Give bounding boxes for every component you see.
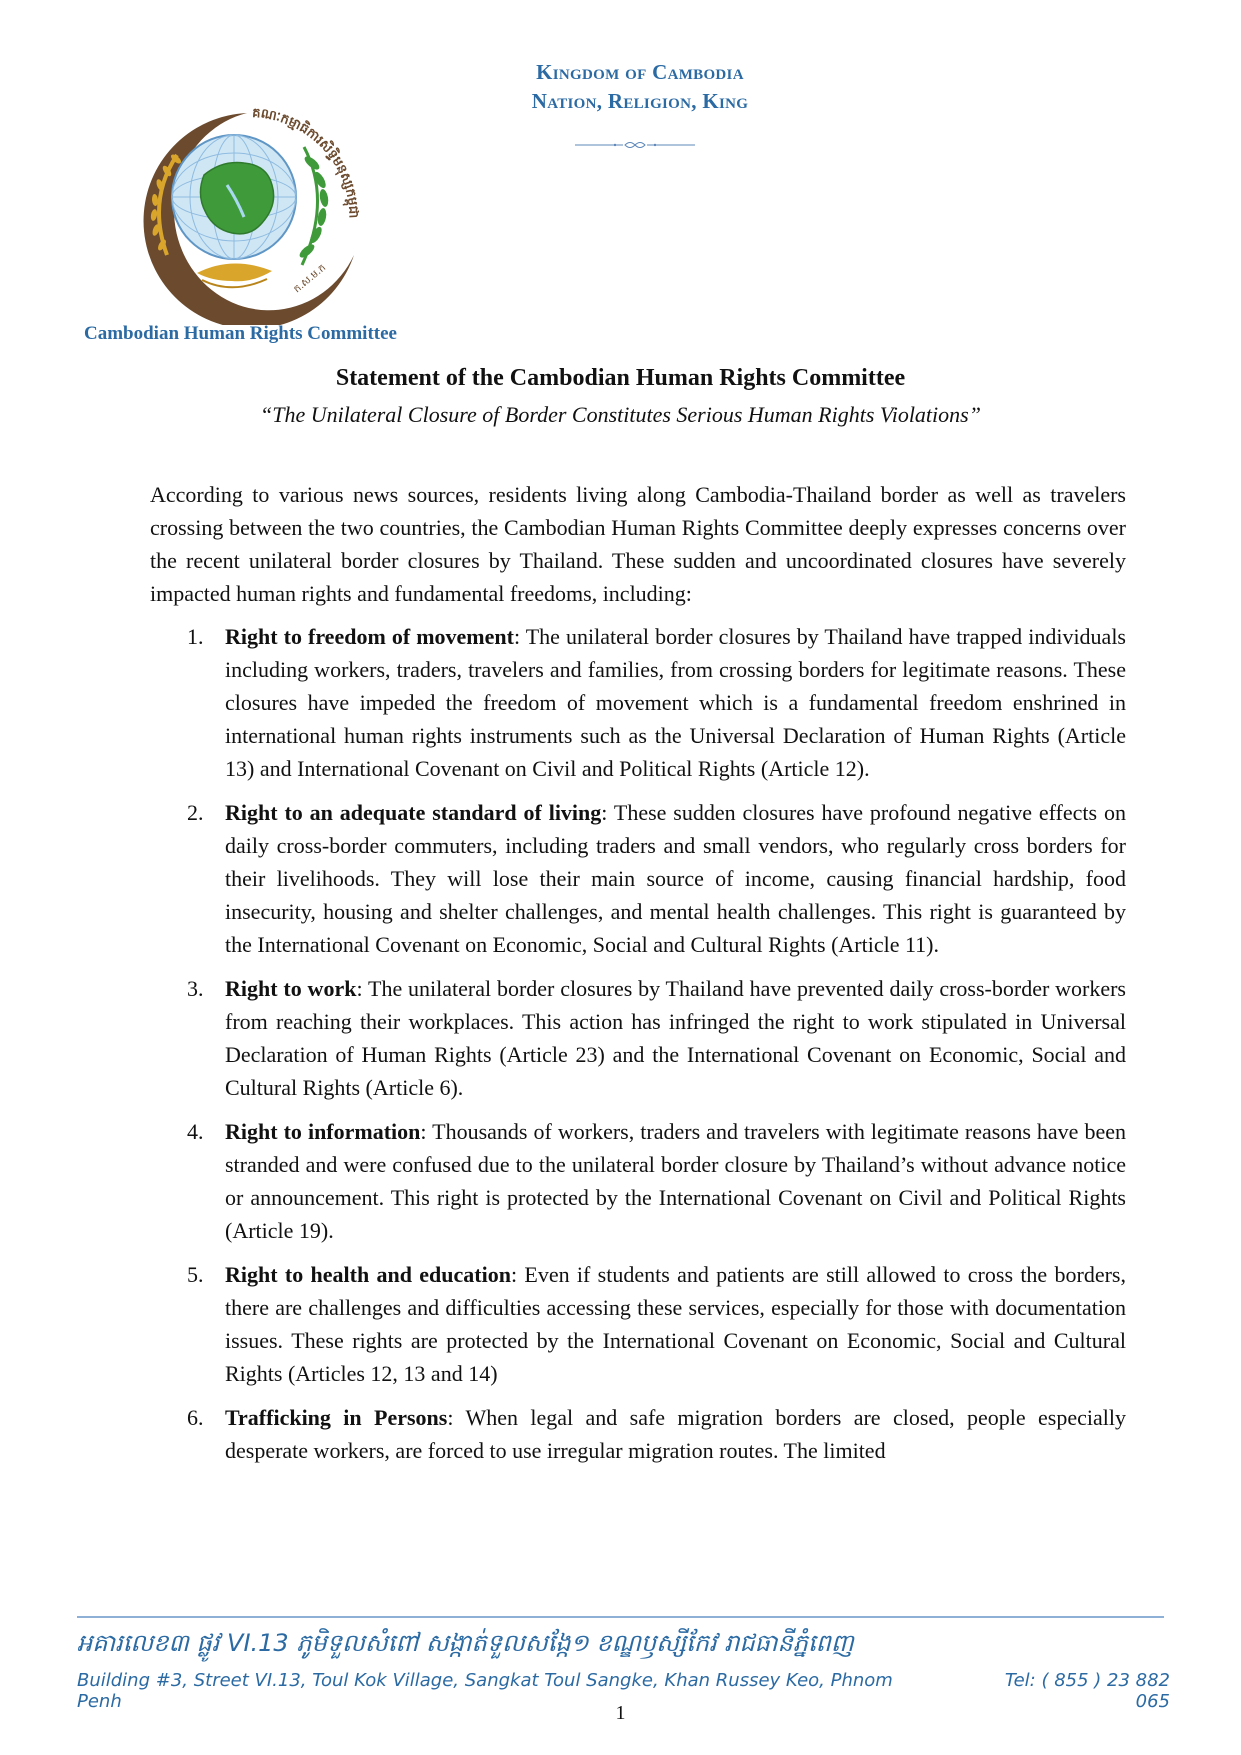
- item-heading: Right to health and education: [225, 1262, 511, 1287]
- footer-address-khmer: អគារលេខ៣ ផ្លូវ VI.13 ភូមិទួលសំពៅ សង្កាត់ទួលសង្កែ១ ខណ្ឌឫស្សីកែវ រាជធានីភ្នំពេញ: [77, 1629, 854, 1657]
- item-text: : The unilateral border closures by Thailand have trapped individuals including workers, traders, travelers and families, from crossing borders for legitimate reasons. These closures have impeded the freedom of movement which is a fundamental freedom enshrined in international human rights instruments such as the Universal Declaration of Human Rights (Article 13) and International Covenant on Civil and Political Rights (Article 12).: [225, 624, 1126, 781]
- item-text: : The unilateral border closures by Thailand have prevented daily cross-border workers from reaching their workplaces. This action has infringed the right to work stipulated in Universal Declaration of Human Rights (Article 23) and the International Covenant on Economic, Social and Cultural Rights (Article 6).: [225, 976, 1126, 1100]
- item-heading: Right to freedom of movement: [225, 624, 514, 649]
- kingdom-motto: [475, 58, 805, 116]
- item-heading: Right to an adequate standard of living: [225, 800, 602, 825]
- footer-divider: [77, 1616, 1164, 1618]
- motto-line: Nation, Religion, King: [531, 89, 749, 113]
- footer-telephone: Tel: ( 855 ) 23 882 065: [1004, 1670, 1170, 1712]
- item-number: 2.: [187, 800, 204, 825]
- item-number: 3.: [187, 976, 204, 1001]
- list-item: [150, 1401, 1126, 1467]
- list-item: [150, 796, 1126, 961]
- statement-subtitle: “The Unilateral Closure of Border Constitutes Serious Human Rights Violations”: [260, 402, 981, 427]
- item-text: : Even if students and patients are still allowed to cross the borders, there are challenges and difficulties accessing these services, especially for those with documentation issues. These rights are protected by the International Covenant on Economic, Social and Cultural Rights (Articles 12, 13 and 14): [225, 1262, 1126, 1386]
- footer-address: Building #3, Street VI.13, Toul Kok Village, Sangkat Toul Sangke, Khan Russey Keo, Phnom Penh: [77, 1670, 893, 1712]
- page-number: 1: [615, 1702, 626, 1724]
- list-item: [150, 1258, 1126, 1390]
- statement-body: [150, 478, 1126, 1478]
- divider-ornament: [575, 140, 695, 150]
- item-number: 6.: [187, 1405, 204, 1430]
- item-text: : When legal and safe migration borders are closed, people especially desperate workers, are forced to use irregular migration routes. The limited: [225, 1405, 1127, 1463]
- item-number: 1.: [187, 624, 204, 649]
- item-number: 4.: [187, 1119, 204, 1144]
- item-text: : Thousands of workers, traders and travelers with legitimate reasons have been stranded and were confused due to the unilateral border closure by Thailand’s without advance notice or announcement. This right is protected by the International Covenant on Civil and Political Rights (Article 19).: [225, 1119, 1127, 1243]
- kingdom-line: Kingdom of Cambodia: [536, 60, 744, 84]
- list-item: [150, 972, 1126, 1104]
- rights-list: [150, 620, 1126, 1467]
- intro-paragraph: According to various news sources, residents living along Cambodia-Thailand border as well as travelers crossing between the two countries, the Cambodian Human Rights Committee deeply expresses concerns over the recent unilateral border closures by Thailand. These sudden and uncoordinated closures have severely impacted human rights and fundamental freedoms, including:: [150, 482, 1126, 606]
- organization-name: Cambodian Human Rights Committee: [84, 323, 397, 344]
- statement-title: Statement of the Cambodian Human Rights Committee: [335, 365, 906, 391]
- item-heading: Trafficking in Persons: [225, 1405, 448, 1430]
- logo-acronym: ក.ស.ម.ក: [291, 262, 329, 296]
- list-item: [150, 620, 1126, 785]
- list-item: [150, 1115, 1126, 1247]
- logo-arc-text: គណៈកម្មាធិការសិទ្ធិមនុស្សកម្ពុជា: [251, 105, 361, 219]
- item-heading: Right to work: [225, 976, 357, 1001]
- chrc-logo: [132, 105, 367, 325]
- item-number: 5.: [187, 1262, 204, 1287]
- item-heading: Right to information: [225, 1119, 421, 1144]
- item-text: : These sudden closures have profound negative effects on daily cross-border commuters, including traders and small vendors, who regularly cross borders for their livelihoods. They will lose their main source of income, causing financial hardship, food insecurity, housing and shelter challenges, and mental health challenges. This right is guaranteed by the International Covenant on Economic, Social and Cultural Rights (Article 11).: [225, 800, 1126, 957]
